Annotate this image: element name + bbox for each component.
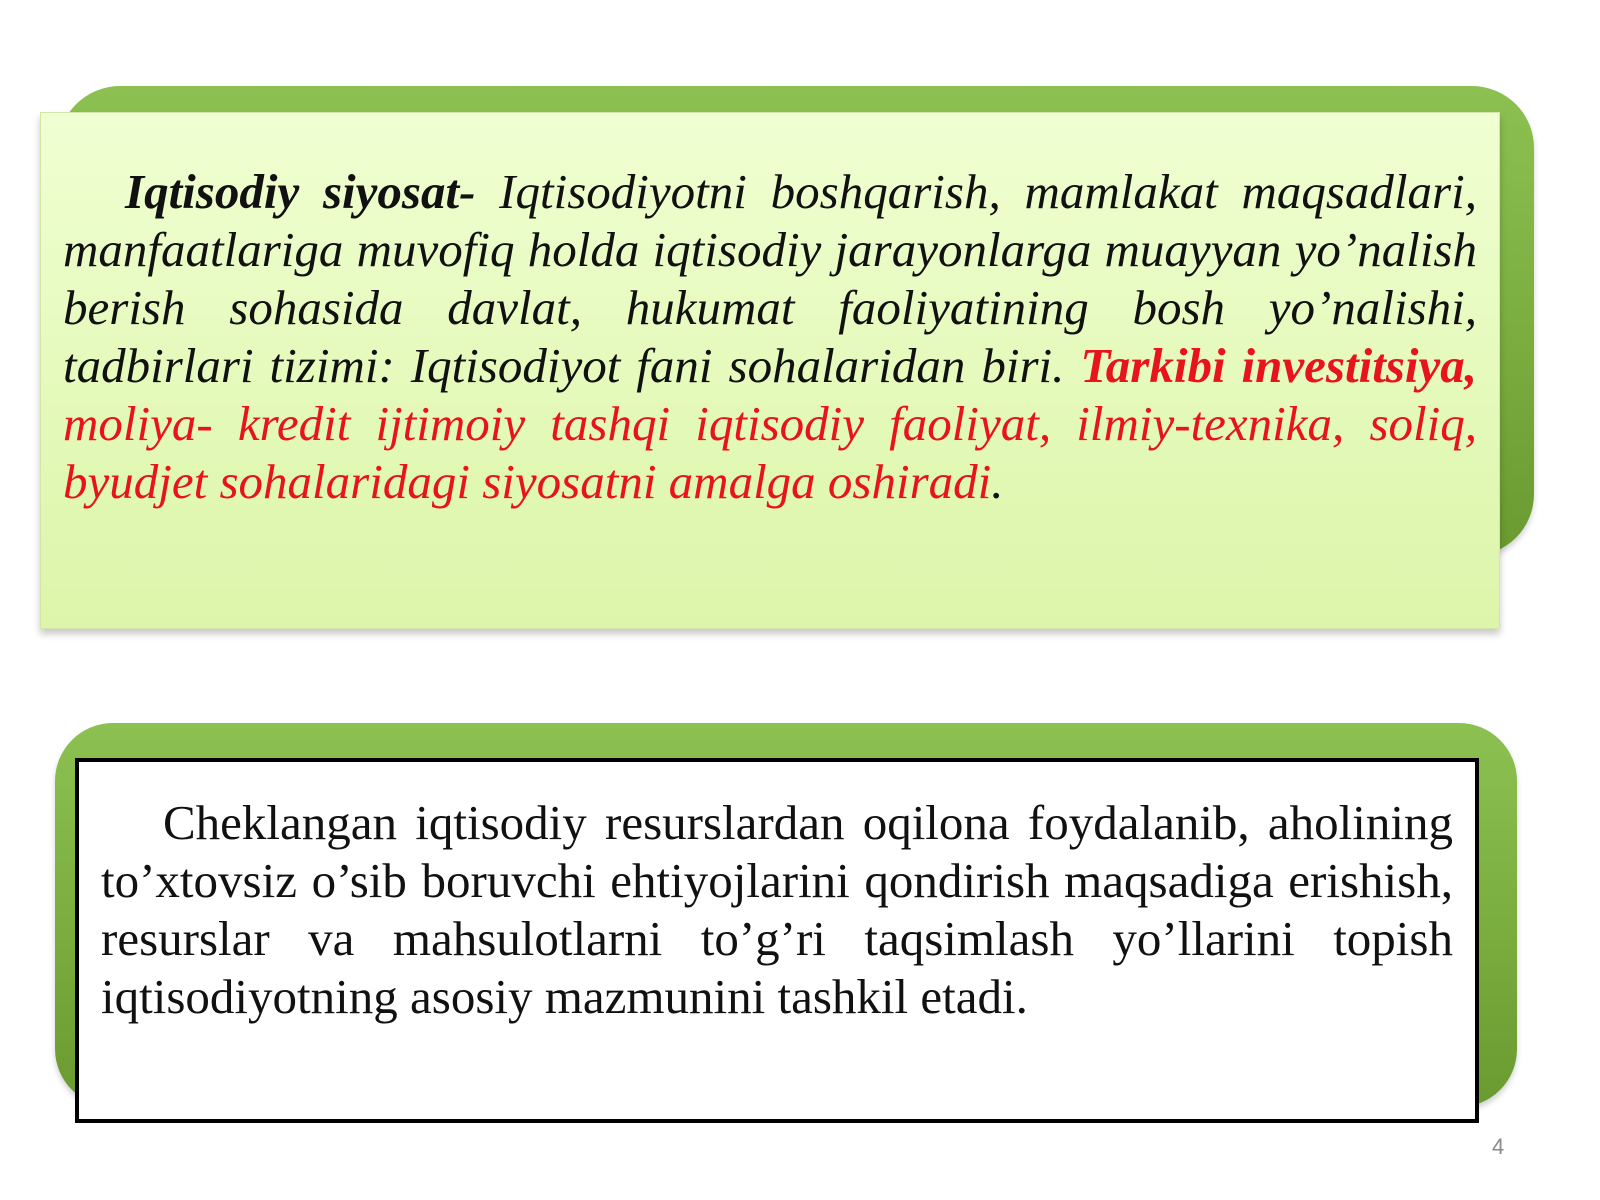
definition-main-text: Iqtisodiyotni boshqarish, mamlakat maqsadlari, manfaatlariga muvofiq holda iqtisodiy jarayonlarga muayyan yo’nalish berish sohasida davlat, hukumat faoliyatining bosh yo’nalishi, tadbirlari tizimi: Iqtisodiyot fani sohalaridan biri. [63, 164, 1477, 393]
definition-end-punctuation: . [991, 454, 1004, 509]
definition-paragraph [63, 163, 1477, 511]
page-number: 4 [1492, 1134, 1505, 1159]
statement-paragraph: Cheklangan iqtisodiy resurslardan oqilona foydalanib, aholining to’xtovsiz o’sib boruvchi ehtiyojlarini qondirish maqsadiga erishish, resurslar va mahsulotlarni to’g’ri taqsimlash yo’llarini topish iqtisodiyotning asosiy mazmunini tashkil etadi. [101, 795, 1453, 1024]
definition-card [40, 112, 1500, 629]
statement-card [75, 758, 1479, 1123]
definition-term: Iqtisodiy siyosat- [125, 164, 476, 219]
structure-text: moliya- kredit ijtimoiy tashqi iqtisodiy faoliyat, ilmiy-texnika, soliq, byudjet sohalaridagi siyosatni amalga oshiradi [63, 396, 1477, 509]
structure-label: Tarkibi investitsiya, [1080, 338, 1477, 393]
